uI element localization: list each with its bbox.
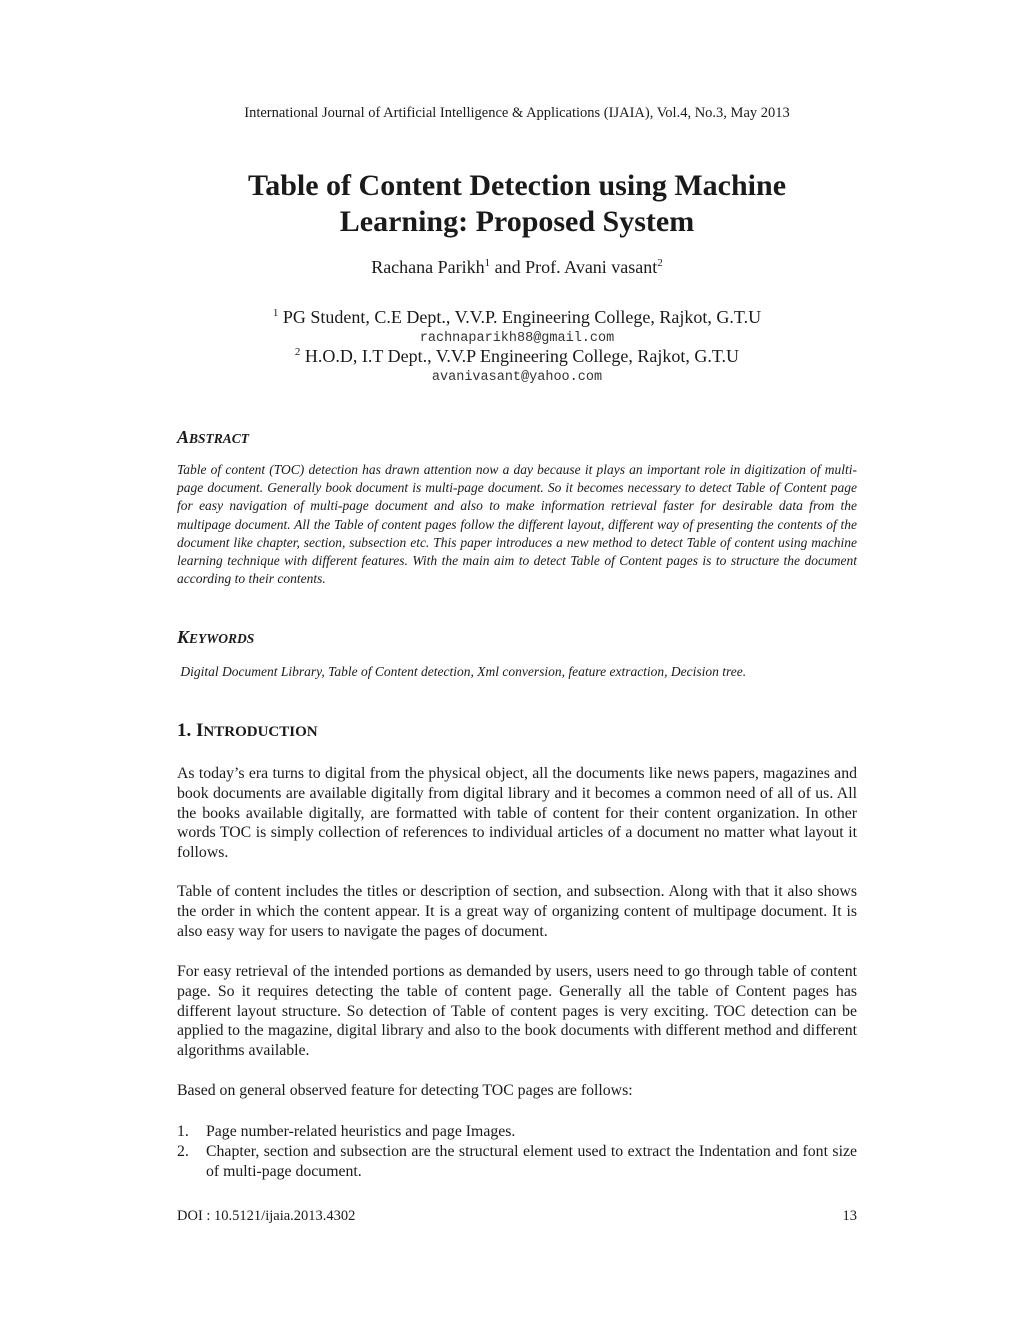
list-item [177, 1142, 857, 1182]
intro-paragraph-4: Based on general observed feature for detecting TOC pages are follows: [177, 1082, 633, 1099]
author-1: Rachana Parikh [371, 257, 485, 277]
author-list [0, 257, 1024, 278]
email-2: avanivasant@yahoo.com [431, 370, 603, 385]
list-item-text: Chapter, section and subsection are the structural element used to extract the Indentation and font size of multi-page document. [206, 1142, 857, 1180]
keywords-list: Digital Document Library, Table of Content detection, Xml conversion, feature extraction, Decision tree. [180, 664, 747, 679]
abstract-text: Table of content (TOC) detection has drawn attention now a day because it plays an important role in digitization of multi-page document. Generally book document is multi-page document. So it becomes necessary to detect Table of Content page for easy navigation of multi-page document and also to make information retrieval faster for desirable data from the multipage document. All the Table of content pages follow the different layout, different way of presenting the contents of the document like chapter, section, subsection etc. This paper introduces a new method to detect Table of content using machine learning technique with different features. With the main aim to detect Table of Content pages is to structure the document according to their contents. [177, 462, 857, 587]
author-2: and Prof. Avani vasant [490, 257, 658, 277]
affiliation-1-text: PG Student, C.E Dept., V.V.P. Engineering College, Rajkot, G.T.U [278, 307, 762, 327]
intro-paragraph-1: As today’s era turns to digital from the physical object, all the documents like news papers, magazines and book documents are available digitally from digital library and it becomes a common need of all of us. All the books available digitally, are formatted with table of content for their content organization. In other words TOC is simply collection of references to individual articles of a document no matter what layout it follows. [177, 765, 857, 862]
keywords-heading [177, 627, 254, 648]
page-number: 13 [842, 1208, 857, 1224]
abstract-heading [177, 427, 249, 448]
affiliation-2 [0, 346, 1024, 367]
title-line-1: Table of Content Detection using Machine [247, 169, 787, 202]
introduction-heading-rest: NTRODUCTION [203, 724, 318, 740]
introduction-heading-num: 1. I [177, 720, 204, 741]
journal-header: International Journal of Artificial Intelligence & Applications (IJAIA), Vol.4, No.3, May 2013 [244, 105, 790, 121]
list-item [177, 1122, 857, 1142]
author-1-sup: 1 [484, 257, 491, 269]
affiliation-2-text: H.O.D, I.T Dept., V.V.P Engineering College, Rajkot, G.T.U [300, 346, 740, 366]
email-1: rachnaparikh88@gmail.com [419, 331, 615, 346]
abstract-heading-rest: BSTRACT [189, 431, 250, 446]
list-item-number: 2. [177, 1142, 189, 1160]
affiliation-2-sup: 2 [294, 346, 301, 358]
keywords-heading-rest: EYWORDS [189, 631, 255, 646]
doi-footer: DOI : 10.5121/ijaia.2013.4302 [177, 1208, 356, 1224]
title-line-2: Learning: Proposed System [339, 205, 695, 238]
paper-title [0, 168, 1024, 240]
affiliation-1 [0, 307, 1024, 328]
intro-paragraph-2: Table of content includes the titles or description of section, and subsection. Along with that it also shows the order in which the content appear. It is a great way of organizing content of multipage document. It is also easy way for users to navigate the pages of document. [177, 883, 857, 940]
intro-paragraph-3: For easy retrieval of the intended portions as demanded by users, users need to go through table of content page. So it requires detecting the table of content page. Generally all the table of Content pages has different layout structure. So detection of Table of content pages is very exciting. TOC detection can be applied to the magazine, digital library and also to the book documents with different method and different algorithms available. [177, 963, 857, 1060]
list-item-number: 1. [177, 1123, 189, 1140]
introduction-heading [177, 720, 318, 742]
feature-list [177, 1122, 857, 1181]
keywords-heading-cap: K [177, 627, 190, 647]
affiliation-1-sup: 1 [272, 307, 279, 319]
list-item-text: Page number-related heuristics and page Images. [206, 1123, 516, 1140]
author-2-sup: 2 [657, 257, 663, 269]
abstract-heading-cap: A [177, 427, 190, 447]
keywords-text [177, 663, 827, 681]
